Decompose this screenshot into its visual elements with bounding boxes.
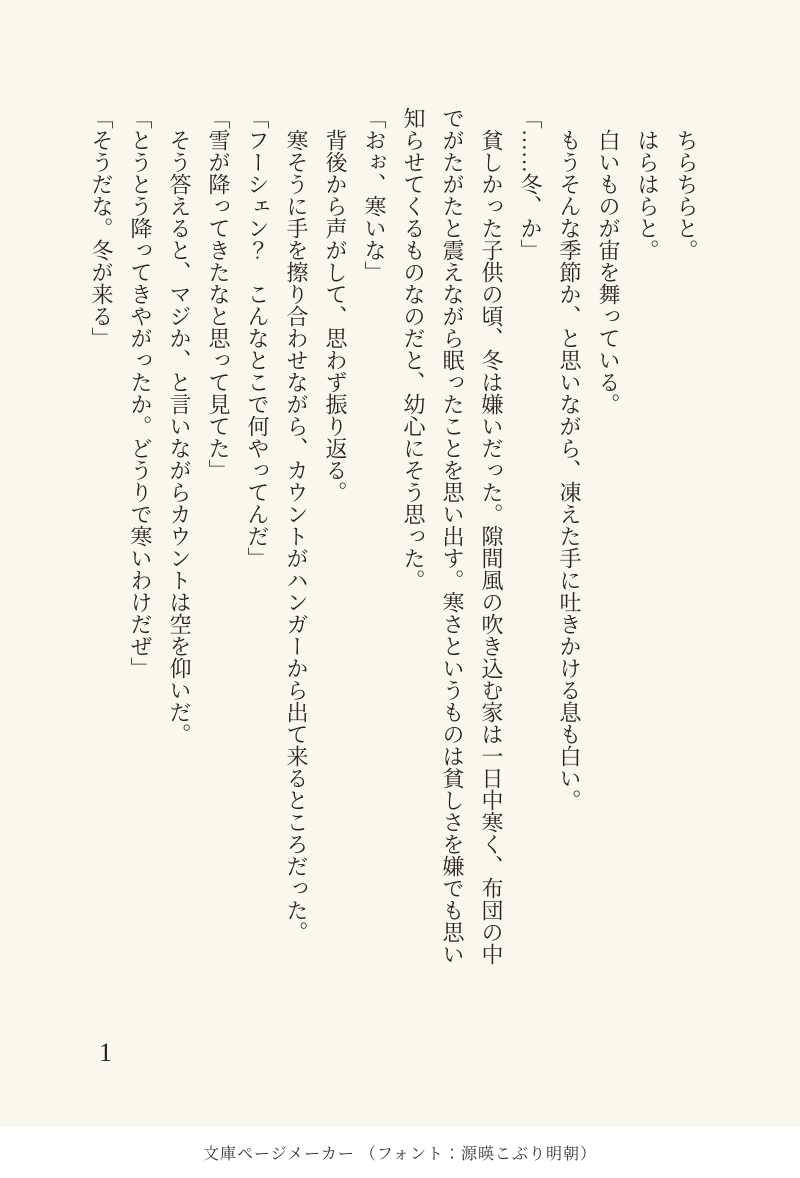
paragraph: 「おぉ、寒いな」 (362, 107, 387, 283)
novel-text (82, 107, 706, 977)
paragraph: 「雪が降ってきたなと思って見てた」 (206, 107, 231, 481)
paragraph: もうそんな季節か、と思いながら、凍えた手に吐きかける息も白い。 (557, 107, 582, 811)
paragraph: 「とうとう降ってきやがったか。どうりで寒いわけだぜ」 (128, 107, 153, 679)
footer-credit: 文庫ページメーカー （フォント：源暎こぶり明朝） (202, 1146, 598, 1163)
paragraph: はらはらと。 (635, 107, 660, 261)
paragraph: ちらちらと。 (674, 107, 699, 261)
paragraph: 貧しかった子供の頃、冬は嫌いだった。隙間風の吹き込む家は一日中寒く、布団の中でがたがたと震えながら眠ったことを思い出す。寒さというものは貧しさを嫌でも思い知らせてくるものなのだと、幼心にそう思った。 (401, 107, 504, 965)
paragraph: そう答えると、マジか、と言いながらカウントは空を仰いだ。 (167, 107, 192, 745)
paragraph: 寒そうに手を擦り合わせながら、カウントがハンガーから出て来るところだった。 (284, 107, 309, 943)
footer (0, 1127, 800, 1178)
paragraph: 白いものが宙を舞っている。 (596, 107, 621, 415)
paragraph: 「……冬、か」 (518, 107, 543, 261)
paragraph: 「フーシェン？ こんなとこで何やってんだ」 (245, 107, 270, 569)
paragraph: 背後から声がして、思わず振り返る。 (323, 107, 348, 503)
page-number: 1 (99, 1038, 112, 1067)
paragraph: 「そうだな。冬が来る」 (89, 107, 114, 349)
